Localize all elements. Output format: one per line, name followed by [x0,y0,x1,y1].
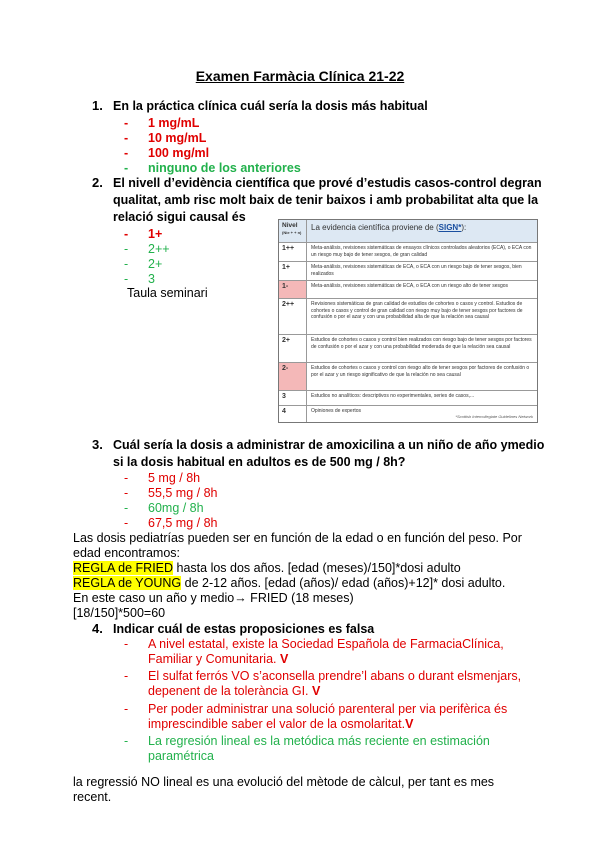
q4-option-a: - A nivel estatal, existe la Sociedad Española de FarmaciaClínica, [124,637,504,651]
table-footnote: *Scottish Intercollegiate Guidelines Network [455,414,533,419]
question-4-text: Indicar cuál de estas proposiciones es falsa [113,622,375,636]
evidence-level-table [278,219,538,423]
q4-option-c-cont: imprescindible saber el valor de la osmolaritat.V [148,717,414,731]
table-row-level: 1++ [279,243,307,262]
q3-explain-fried: REGLA de FRIED hasta los dos años. [edad (meses)/150]*dosi adulto [73,561,461,575]
q4-note-line-1: la regressió NO lineal es una evolució del mètode de càlcul, per tant es mes [73,775,495,789]
q3-explain-line-1: Las dosis pediatrías pueden ser en función de la edad o en función del peso. Por [73,531,522,545]
q1-option-a: - 1 mg/mL [124,116,200,130]
question-3-line-2: si la dosis habitual en adultos es de 500 mg / 8h? [113,455,406,469]
table-row-desc: Revisiones sistemáticas de gran calidad de estudios de cohortes o casos y control. Estudios de cohortes o casos y control de gran calidad con riesgo muy bajo de tener sesgos por factores de confusión o por el azar y con una probabilidad alta de que la relación sea causal [311,301,523,320]
q2-option-a: - 1+ [124,227,163,241]
table-header-desc: La evidencia científica proviene de ( [311,223,439,232]
q4-option-d-cont: paramétrica [148,749,214,763]
q2-option-b: - 2++ [124,242,170,256]
q4-option-d: - La regresión lineal es la metódica más reciente en estimación [124,734,490,748]
table-row [279,261,537,281]
question-2-line-3: relació sigui causal és [113,210,246,224]
q3-option-d: - 67,5 mg / 8h [124,516,218,530]
table-row-level: 4 [279,406,307,422]
table-row-desc: Estudios de cohortes o casos y control bien realizados con riesgo bajo de tener sesgos por factores de confusión o por el azar y con una probabilidad moderada de que la relación sea causal [311,337,532,350]
q2-note: Taula seminari [127,286,208,300]
q2-option-d: - 3 [124,272,155,286]
q4-option-b: - El sulfat ferrós VO s’aconsella prendre’l abans o durant elsmenjars, [124,669,522,683]
table-row-desc: Meta-análisis, revisiones sistemáticas de ECA, o ECA con un riesgo bajo de tener sesgos, bien realizados [311,264,522,277]
table-row-level: 3 [279,391,307,406]
table-row-desc: Meta-análisis, revisiones sistemáticas de ECA, o ECA con un riesgo alto de tener sesgos [311,283,509,289]
table-row-level: 1+ [279,262,307,281]
table-header [279,220,537,242]
table-row [279,280,537,299]
q4-option-a-cont: Familiar y Comunitaria. V [148,652,289,666]
fried-rule-label: REGLA de FRIED [73,561,174,575]
table-row-level: 2+ [279,335,307,363]
question-1-text: En la práctica clínica cuál sería la dosis más habitual [113,99,428,113]
question-2-line-1: El nivell d’evidència científica que prové d’estudis casos-control degran [113,176,542,190]
table-row [279,390,537,406]
page-title: Examen Farmàcia Clínica 21-22 [195,68,405,84]
q4-option-b-cont: depenent de la tolerància GI. V [148,684,321,698]
q3-explain-line-5: En este caso un año y medio→ FRIED (18 meses) [73,591,354,605]
question-1-number: 1. [92,98,103,113]
true-mark: V [312,684,321,698]
table-row [279,298,537,335]
question-4-number: 4. [92,621,103,636]
q1-option-c: - 100 mg/ml [124,146,210,160]
q4-option-c: - Per poder administrar una solució parenteral per via perifèrica és [124,702,508,716]
table-header-level: Nivel [282,222,298,229]
q3-option-b: - 55,5 mg / 8h [124,486,218,500]
true-mark: V [405,717,414,731]
q1-option-b: - 10 mg/mL [124,131,207,145]
question-3-number: 3. [92,437,103,452]
question-2-line-2: qualitat, amb risc molt baix de tenir baixos i amb probabilitat alta que la [113,193,539,207]
table-row [279,242,537,262]
q3-explain-line-2: edad encontramos: [73,546,181,560]
table-row-level: 1- [279,281,307,299]
q3-option-c: - 60mg / 8h [124,501,204,515]
table-row [279,362,537,391]
table-header-desc-end: ): [461,223,467,232]
table-row-desc: Meta-análisis, revisiones sistemáticas de ensayos clínicos controlados aleatorios (ECA), o ECA con un riesgo muy bajo de tener sesgos, de gran calidad [311,245,532,258]
table-row-level: 2++ [279,299,307,335]
q2-option-c: - 2+ [124,257,163,271]
q3-explain-line-6: [18/150]*500=60 [73,606,166,620]
table-row-desc: Estudios no analíticos: descriptivos no experimentales, series de casos,... [311,393,475,399]
young-rule-label: REGLA de YOUNG [73,576,182,590]
table-row [279,334,537,363]
table-row-level: 2- [279,363,307,391]
q1-option-d: - ninguno de los anteriores [124,161,301,175]
question-2-number: 2. [92,175,103,190]
q4-note-line-2: recent. [73,790,112,804]
q3-explain-young: REGLA de YOUNG de 2-12 años. [edad (años)/ edad (años)+12]* dosi adulto. [73,576,506,590]
question-3-line-1: Cuál sería la dosis a administrar de amoxicilina a un niño de año ymedio [113,438,545,452]
q3-option-a: - 5 mg / 8h [124,471,201,485]
table-header-sign: SIGN* [438,223,462,232]
table-row-desc: Opiniones de expertos [311,408,362,414]
true-mark: V [279,652,289,666]
table-row-desc: Estudios de cohortes o casos y control con riesgo alto de tener sesgos por factores de confusión o por el azar y un riesgo significativo de que la relación no sea causal [311,365,530,378]
table-header-level-sub: (Nie + + n) [282,230,302,235]
